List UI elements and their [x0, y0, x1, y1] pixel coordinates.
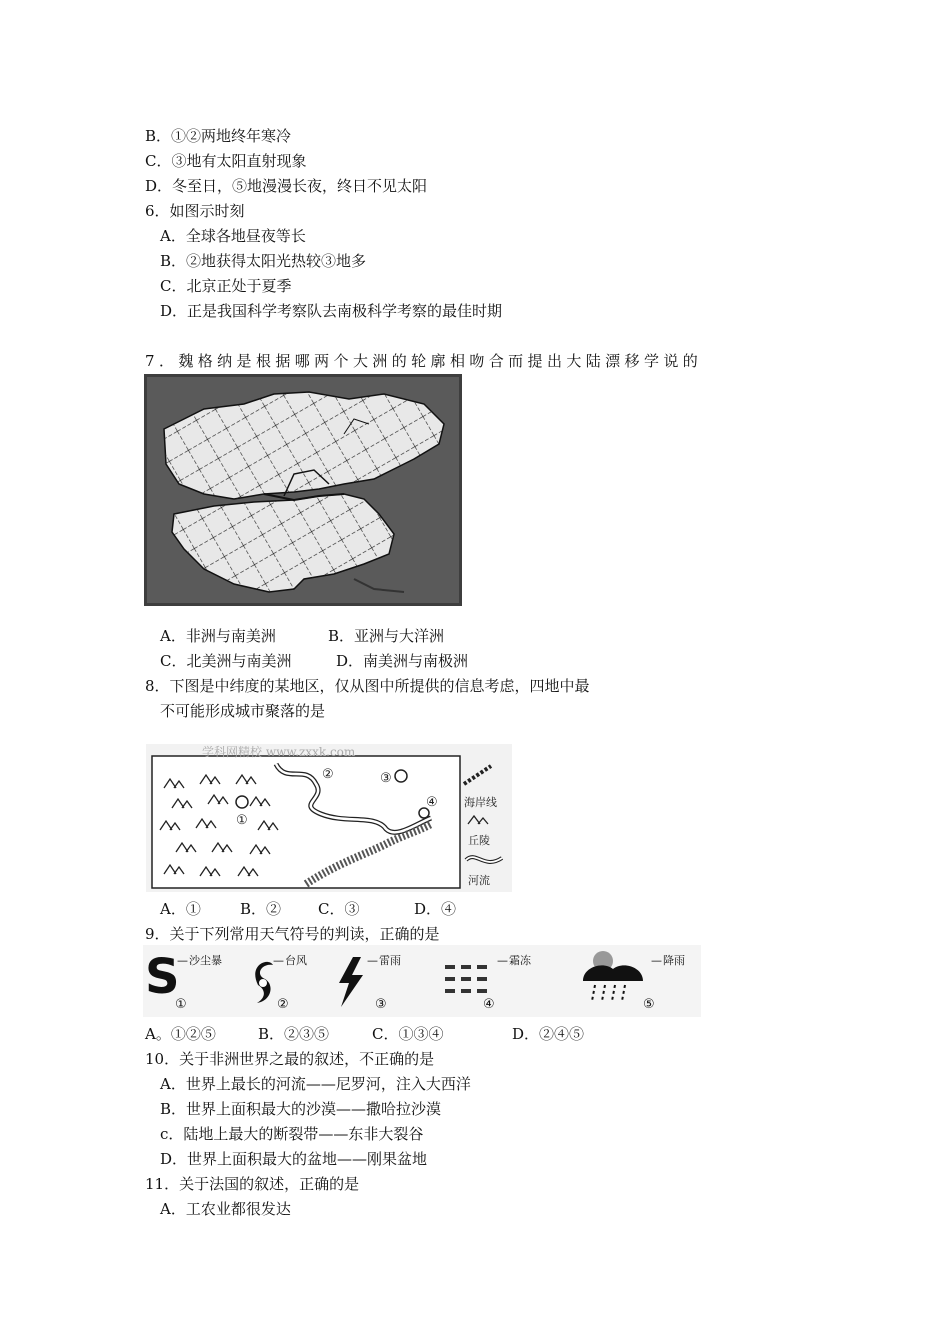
svg-text:S: S — [145, 949, 180, 1005]
weather-label-thunderstorm: 雷雨 — [379, 954, 401, 967]
map-marker-2: ② — [322, 767, 334, 782]
weather-dash-4: — — [497, 954, 508, 967]
q8-option-a: A．① — [160, 900, 201, 918]
q8-option-b: B．② — [240, 900, 282, 918]
settlement-map — [146, 744, 512, 892]
q6-option-a: A．全球各地昼夜等长 — [160, 227, 306, 245]
weather-number-4: ④ — [483, 997, 495, 1012]
q9-option-c: C．①③④ — [372, 1025, 444, 1043]
q9-option-a: A。①②⑤ — [145, 1025, 216, 1043]
legend-coastline: 海岸线 — [464, 796, 497, 809]
q11-stem: 11．关于法国的叙述，正确的是 — [145, 1175, 360, 1193]
q9-option-d: D．②④⑤ — [512, 1025, 585, 1043]
weather-dash-2: — — [273, 954, 284, 967]
weather-label-sandstorm: 沙尘暴 — [189, 954, 222, 967]
q7-stem: 7．魏格纳是根据哪两个大洲的轮廓相吻合而提出大陆漂移学说的 — [145, 352, 703, 370]
q7-option-c: C．北美洲与南美洲 — [160, 652, 292, 670]
weather-number-1: ① — [175, 997, 187, 1012]
weather-number-5: ⑤ — [643, 997, 655, 1012]
map-marker-4: ④ — [426, 795, 438, 810]
q11-option-a: A．工农业都很发达 — [160, 1200, 291, 1218]
q9-option-b: B．②③⑤ — [258, 1025, 330, 1043]
watermark: 学科网精校 www.zxxk.com — [202, 745, 356, 759]
weather-symbols — [143, 945, 701, 1017]
q8-stem: 8．下图是中纬度的某地区，仅从图中所提供的信息考虑，四地中最 — [145, 677, 590, 695]
q6-option-d: D．正是我国科学考察队去南极科学考察的最佳时期 — [160, 302, 503, 320]
weather-dash-3: — — [367, 954, 378, 967]
weather-number-2: ② — [277, 997, 289, 1012]
weather-label-typhoon: 台风 — [285, 954, 307, 967]
q7-option-d: D．南美洲与南极洲 — [336, 652, 469, 670]
weather-label-frost: 霜冻 — [509, 954, 531, 967]
q10-option-c: c．陆地上最大的断裂带——东非大裂谷 — [160, 1125, 424, 1143]
q6-option-c: C．北京正处于夏季 — [160, 277, 292, 295]
weather-number-3: ③ — [375, 997, 387, 1012]
q5-option-d: D．冬至日，⑤地漫漫长夜，终日不见太阳 — [145, 177, 428, 195]
q8-stem-continued: 不可能形成城市聚落的是 — [160, 702, 326, 720]
q7-option-a: A．非洲与南美洲 — [160, 627, 276, 645]
q10-option-a: A．世界上最长的河流——尼罗河，注入大西洋 — [160, 1075, 471, 1093]
q6-option-b: B．②地获得太阳光热较③地多 — [160, 252, 367, 270]
q7-option-b: B．亚洲与大洋洲 — [328, 627, 445, 645]
q10-option-b: B．世界上面积最大的沙漠——撒哈拉沙漠 — [160, 1100, 442, 1118]
weather-dash-1: — — [177, 954, 188, 967]
weather-label-rain: 降雨 — [663, 954, 685, 967]
q6-stem: 6．如图示时刻 — [145, 202, 245, 220]
legend-hills: 丘陵 — [468, 834, 490, 847]
continental-drift-map — [144, 374, 462, 606]
weather-dash-5: — — [651, 954, 662, 967]
q10-stem: 10．关于非洲世界之最的叙述，不正确的是 — [145, 1050, 435, 1068]
q9-stem: 9．关于下列常用天气符号的判读，正确的是 — [145, 925, 440, 943]
legend-river: 河流 — [468, 874, 490, 887]
q8-option-c: C．③ — [318, 900, 360, 918]
q5-option-b: B．①②两地终年寒冷 — [145, 127, 292, 145]
map-marker-3: ③ — [380, 771, 392, 786]
map-marker-1: ① — [236, 813, 248, 828]
q8-option-d: D．④ — [414, 900, 457, 918]
q10-option-d: D．世界上面积最大的盆地——刚果盆地 — [160, 1150, 428, 1168]
q5-option-c: C．③地有太阳直射现象 — [145, 152, 307, 170]
